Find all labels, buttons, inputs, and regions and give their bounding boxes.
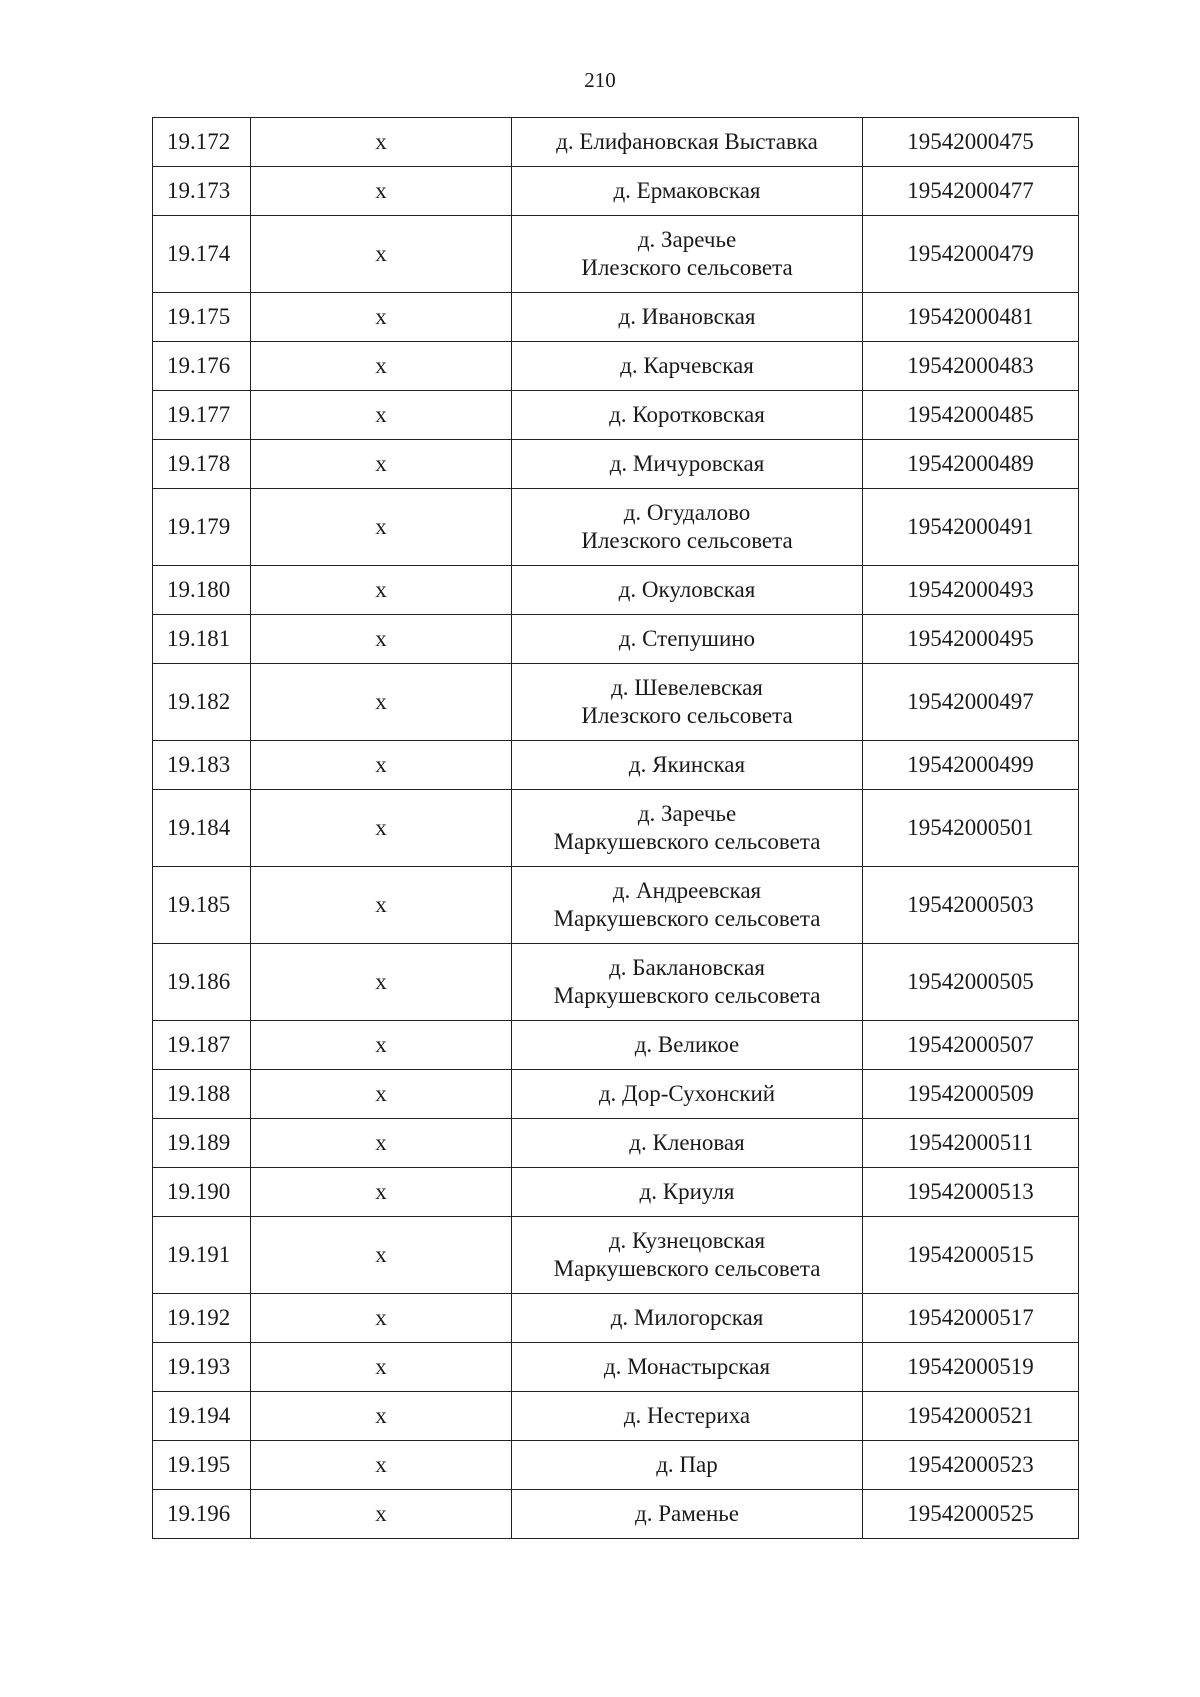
code-cell: 19542000505 <box>863 944 1079 1021</box>
settlement-name: д. Великое <box>634 1032 740 1057</box>
settlement-name: д. Заречье <box>637 801 737 826</box>
row-number-cell: 19.187 <box>153 1021 251 1070</box>
row-number-cell: 19.180 <box>153 566 251 615</box>
settlement-name: д. Карчевская <box>620 353 754 378</box>
settlement-name: д. Кузнецовская <box>608 1228 766 1253</box>
settlement-name: д. Шевелевская <box>611 675 763 700</box>
code-cell: 19542000483 <box>863 342 1079 391</box>
settlement-name: д. Дор-Сухонский <box>598 1081 776 1106</box>
mark-cell: х <box>251 1441 512 1490</box>
row-number-cell: 19.190 <box>153 1168 251 1217</box>
row-number-cell: 19.172 <box>153 118 251 167</box>
code-cell: 19542000523 <box>863 1441 1079 1490</box>
code-cell: 19542000513 <box>863 1168 1079 1217</box>
settlement-name: д. Баклановская <box>609 955 765 980</box>
settlement-name: д. Милогорская <box>610 1305 764 1330</box>
mark-cell: х <box>251 944 512 1021</box>
settlement-name-cell <box>512 664 863 741</box>
settlement-name-cell <box>512 1119 863 1168</box>
mark-cell: х <box>251 1168 512 1217</box>
settlement-name-cell <box>512 1217 863 1294</box>
mark-cell: х <box>251 664 512 741</box>
code-cell: 19542000485 <box>863 391 1079 440</box>
mark-cell: х <box>251 342 512 391</box>
settlement-name-cell <box>512 216 863 293</box>
code-cell: 19542000503 <box>863 867 1079 944</box>
settlement-name: д. Раменье <box>635 1501 739 1526</box>
code-cell: 19542000495 <box>863 615 1079 664</box>
council-name: Илезского сельсовета <box>581 528 793 553</box>
table-row <box>153 1119 1079 1168</box>
mark-cell: х <box>251 1392 512 1441</box>
settlement-name-cell <box>512 1070 863 1119</box>
row-number-cell: 19.185 <box>153 867 251 944</box>
table-row <box>153 615 1079 664</box>
row-number-cell: 19.193 <box>153 1343 251 1392</box>
settlement-name-cell <box>512 1021 863 1070</box>
table-row <box>153 118 1079 167</box>
code-cell: 19542000501 <box>863 790 1079 867</box>
settlement-name-cell <box>512 342 863 391</box>
mark-cell: х <box>251 167 512 216</box>
mark-cell: х <box>251 741 512 790</box>
table-row <box>153 1490 1079 1539</box>
table-row <box>153 1217 1079 1294</box>
row-number-cell: 19.182 <box>153 664 251 741</box>
table-row <box>153 440 1079 489</box>
row-number-cell: 19.181 <box>153 615 251 664</box>
council-name: Маркушевского сельсовета <box>553 829 821 854</box>
row-number-cell: 19.196 <box>153 1490 251 1539</box>
settlement-name: д. Заречье <box>637 227 737 252</box>
settlement-name: д. Монастырская <box>603 1354 771 1379</box>
mark-cell: х <box>251 293 512 342</box>
code-cell: 19542000509 <box>863 1070 1079 1119</box>
table-row <box>153 216 1079 293</box>
settlement-name: д. Криуля <box>639 1179 735 1204</box>
mark-cell: х <box>251 790 512 867</box>
code-cell: 19542000477 <box>863 167 1079 216</box>
mark-cell: х <box>251 1217 512 1294</box>
table-row <box>153 741 1079 790</box>
code-cell: 19542000493 <box>863 566 1079 615</box>
council-name: Маркушевского сельсовета <box>553 983 821 1008</box>
council-name: Маркушевского сельсовета <box>553 906 821 931</box>
mark-cell: х <box>251 1021 512 1070</box>
mark-cell: х <box>251 1070 512 1119</box>
code-cell: 19542000525 <box>863 1490 1079 1539</box>
settlement-name-cell <box>512 790 863 867</box>
settlement-name-cell <box>512 741 863 790</box>
mark-cell: х <box>251 566 512 615</box>
table-row <box>153 1168 1079 1217</box>
mark-cell: х <box>251 867 512 944</box>
settlement-name-cell <box>512 1392 863 1441</box>
table-row <box>153 489 1079 566</box>
settlement-name: д. Ермаковская <box>613 178 761 203</box>
row-number-cell: 19.195 <box>153 1441 251 1490</box>
code-cell: 19542000499 <box>863 741 1079 790</box>
mark-cell: х <box>251 615 512 664</box>
code-cell: 19542000507 <box>863 1021 1079 1070</box>
settlements-table <box>152 117 1079 1539</box>
mark-cell: х <box>251 1119 512 1168</box>
mark-cell: х <box>251 1490 512 1539</box>
settlement-name: д. Окуловская <box>618 577 756 602</box>
settlement-name: д. Пар <box>656 1452 718 1477</box>
row-number-cell: 19.184 <box>153 790 251 867</box>
page-number: 210 <box>584 68 616 92</box>
code-cell: 19542000517 <box>863 1294 1079 1343</box>
settlement-name-cell <box>512 867 863 944</box>
row-number-cell: 19.173 <box>153 167 251 216</box>
code-cell: 19542000511 <box>863 1119 1079 1168</box>
council-name: Илезского сельсовета <box>581 703 793 728</box>
settlement-name: д. Коротковская <box>609 402 765 427</box>
table-row <box>153 1294 1079 1343</box>
settlement-name-cell <box>512 440 863 489</box>
table-row <box>153 664 1079 741</box>
table-row <box>153 566 1079 615</box>
mark-cell: х <box>251 391 512 440</box>
table-row <box>153 944 1079 1021</box>
mark-cell: х <box>251 489 512 566</box>
settlement-name-cell <box>512 1168 863 1217</box>
settlement-name: д. Якинская <box>628 752 746 777</box>
settlement-name-cell <box>512 1294 863 1343</box>
settlement-name-cell <box>512 1441 863 1490</box>
code-cell: 19542000475 <box>863 118 1079 167</box>
table-row <box>153 790 1079 867</box>
settlement-name: д. Елифановская Выставка <box>556 129 818 154</box>
settlement-name-cell <box>512 167 863 216</box>
settlement-name: д. Ивановская <box>618 304 756 329</box>
row-number-cell: 19.179 <box>153 489 251 566</box>
code-cell: 19542000521 <box>863 1392 1079 1441</box>
row-number-cell: 19.176 <box>153 342 251 391</box>
settlement-name: д. Нестериха <box>623 1403 751 1428</box>
settlement-name-cell <box>512 1490 863 1539</box>
row-number-cell: 19.174 <box>153 216 251 293</box>
table-row <box>153 1021 1079 1070</box>
settlement-name: д. Андреевская <box>612 878 762 903</box>
row-number-cell: 19.188 <box>153 1070 251 1119</box>
row-number-cell: 19.191 <box>153 1217 251 1294</box>
settlement-name-cell <box>512 391 863 440</box>
settlement-name-cell <box>512 1343 863 1392</box>
row-number-cell: 19.177 <box>153 391 251 440</box>
settlement-name: д. Мичуровская <box>609 451 765 476</box>
row-number-cell: 19.183 <box>153 741 251 790</box>
table-row <box>153 867 1079 944</box>
settlement-name: д. Кленовая <box>629 1130 745 1155</box>
table-row <box>153 1441 1079 1490</box>
code-cell: 19542000519 <box>863 1343 1079 1392</box>
code-cell: 19542000481 <box>863 293 1079 342</box>
row-number-cell: 19.194 <box>153 1392 251 1441</box>
code-cell: 19542000497 <box>863 664 1079 741</box>
code-cell: 19542000491 <box>863 489 1079 566</box>
row-number-cell: 19.175 <box>153 293 251 342</box>
mark-cell: х <box>251 1294 512 1343</box>
settlement-name-cell <box>512 489 863 566</box>
mark-cell: х <box>251 216 512 293</box>
row-number-cell: 19.189 <box>153 1119 251 1168</box>
table-row <box>153 1343 1079 1392</box>
settlement-name-cell <box>512 118 863 167</box>
code-cell: 19542000489 <box>863 440 1079 489</box>
mark-cell: х <box>251 440 512 489</box>
table-row <box>153 391 1079 440</box>
code-cell: 19542000515 <box>863 1217 1079 1294</box>
settlement-name-cell <box>512 293 863 342</box>
settlement-name-cell <box>512 566 863 615</box>
table-row <box>153 1392 1079 1441</box>
table-row <box>153 167 1079 216</box>
table-row <box>153 342 1079 391</box>
table-row <box>153 293 1079 342</box>
council-name: Маркушевского сельсовета <box>553 1256 821 1281</box>
council-name: Илезского сельсовета <box>581 255 793 280</box>
table-body <box>153 118 1079 1539</box>
settlement-name: д. Огудалово <box>623 500 751 525</box>
mark-cell: х <box>251 1343 512 1392</box>
settlement-name-cell <box>512 615 863 664</box>
row-number-cell: 19.186 <box>153 944 251 1021</box>
code-cell: 19542000479 <box>863 216 1079 293</box>
row-number-cell: 19.192 <box>153 1294 251 1343</box>
table-row <box>153 1070 1079 1119</box>
mark-cell: х <box>251 118 512 167</box>
row-number-cell: 19.178 <box>153 440 251 489</box>
settlement-name: д. Степушино <box>618 626 756 651</box>
settlement-name-cell <box>512 944 863 1021</box>
